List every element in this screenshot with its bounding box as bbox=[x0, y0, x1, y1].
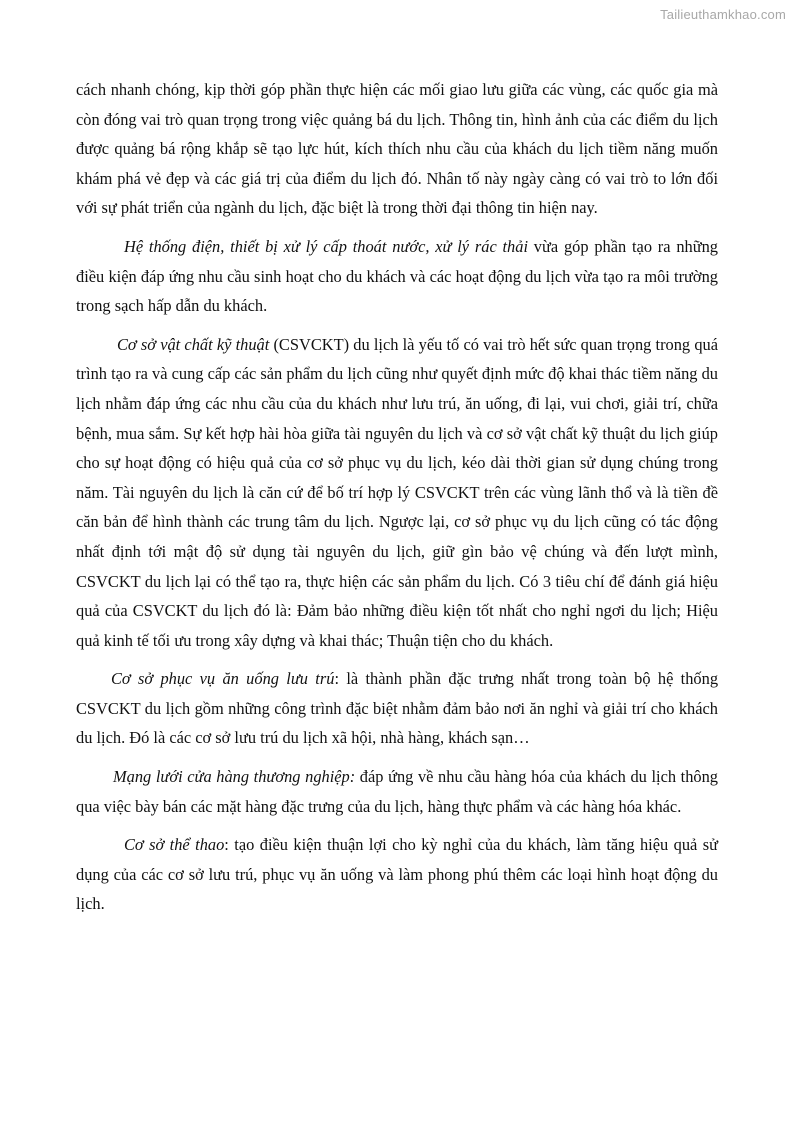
watermark: Tailieuthamkhao.com bbox=[660, 7, 786, 22]
paragraph-sports-facilities bbox=[76, 830, 718, 919]
paragraph-text: vừa góp phần tạo ra những điều kiện đáp ứng nhu cầu sinh hoạt cho du khách và các hoạt động du lịch vừa tạo ra môi trường trong sạch hấp dẫn du khách. bbox=[76, 236, 718, 316]
paragraph-term: Mạng lưới cửa hàng thương nghiệp: bbox=[113, 767, 356, 787]
paragraph-text: : là thành phần đặc trưng nhất trong toàn bộ hệ thống CSVCKT du lịch gồm những công trình đặc biệt nhằm đảm bảo nơi ăn nghỉ và giải trí cho khách du lịch. Đó là các cơ sở lưu trú du lịch xã hội, nhà hàng, khách sạn… bbox=[76, 669, 719, 748]
paragraph-information-media bbox=[76, 75, 718, 223]
paragraph-term: Hệ thống điện, thiết bị xử lý cấp thoát nước, xử lý rác thải bbox=[124, 236, 529, 256]
paragraph-text: (CSVCKT) du lịch là yếu tố có vai trò hết sức quan trọng trong quá trình tạo ra và cung cấp các sản phẩm du lịch cũng như quyết định mức độ khai thác tiềm năng du lịch nhằm đáp ứng các nhu cầu của du khách như lưu trú, ăn uống, đi lại, vui chơi, giải trí, chữa bệnh, mua sắm. Sự kết hợp hài hòa giữa tài nguyên du lịch và cơ sở vật chất kỹ thuật du lịch giúp cho sự hoạt động có hiệu quả của cơ sở phục vụ du lịch, kéo dài thời gian sử dụng chúng trong năm. Tài nguyên du lịch là căn cứ để bố trí hợp lý CSVCKT trên các vùng lãnh thổ và là tiền đề căn bản để hình thành các trung tâm du lịch. Ngược lại, cơ sở phục vụ du lịch cũng có tác động nhất định tới mật độ sử dụng tài nguyên du lịch, giữ gìn bảo vệ chúng và đến lượt mình, CSVCKT du lịch lại có thể tạo ra, thực hiện các sản phẩm du lịch. Có 3 tiêu chí để đánh giá hiệu quả của CSVCKT du lịch đó là: Đảm bảo những điều kiện tốt nhất cho nghỉ ngơi du lịch; Hiệu quả kinh tế tối ưu trong xây dựng và khai thác; Thuận tiện cho du khách. bbox=[76, 334, 718, 650]
paragraph-technical-facilities bbox=[76, 330, 718, 656]
paragraph-term: Cơ sở vật chất kỹ thuật bbox=[117, 334, 270, 354]
paragraph-term: Cơ sở phục vụ ăn uống lưu trú bbox=[111, 669, 335, 689]
paragraph-retail-network bbox=[76, 762, 718, 821]
paragraph-text: cách nhanh chóng, kịp thời góp phần thực hiện các mối giao lưu giữa các vùng, các quốc gia mà còn đóng vai trò quan trọng trong việc quảng bá du lịch. Thông tin, hình ảnh của các điểm du lịch được quảng bá rộng khắp sẽ tạo lực hút, kích thích nhu cầu của khách du lịch tiềm năng muốn khám phá vẻ đẹp và các giá trị của điểm du lịch đó. Nhân tố này ngày càng có vai trò to lớn đối với sự phát triển của ngành du lịch, đặc biệt là trong thời đại thông tin hiện nay. bbox=[76, 80, 718, 218]
document-body bbox=[76, 75, 718, 919]
paragraph-text: : tạo điều kiện thuận lợi cho kỳ nghỉ của du khách, làm tăng hiệu quả sử dụng của các cơ sở lưu trú, phục vụ ăn uống và làm phong phú thêm các loại hình hoạt động du lịch. bbox=[76, 835, 719, 914]
paragraph-text: đáp ứng về nhu cầu hàng hóa của khách du lịch thông qua việc bày bán các mặt hàng đặc trưng của du lịch, hàng thực phẩm và các hàng hóa khác. bbox=[76, 767, 718, 816]
paragraph-utilities bbox=[76, 232, 718, 321]
paragraph-term: Cơ sở thể thao bbox=[124, 835, 225, 855]
paragraph-accommodation bbox=[76, 664, 718, 753]
